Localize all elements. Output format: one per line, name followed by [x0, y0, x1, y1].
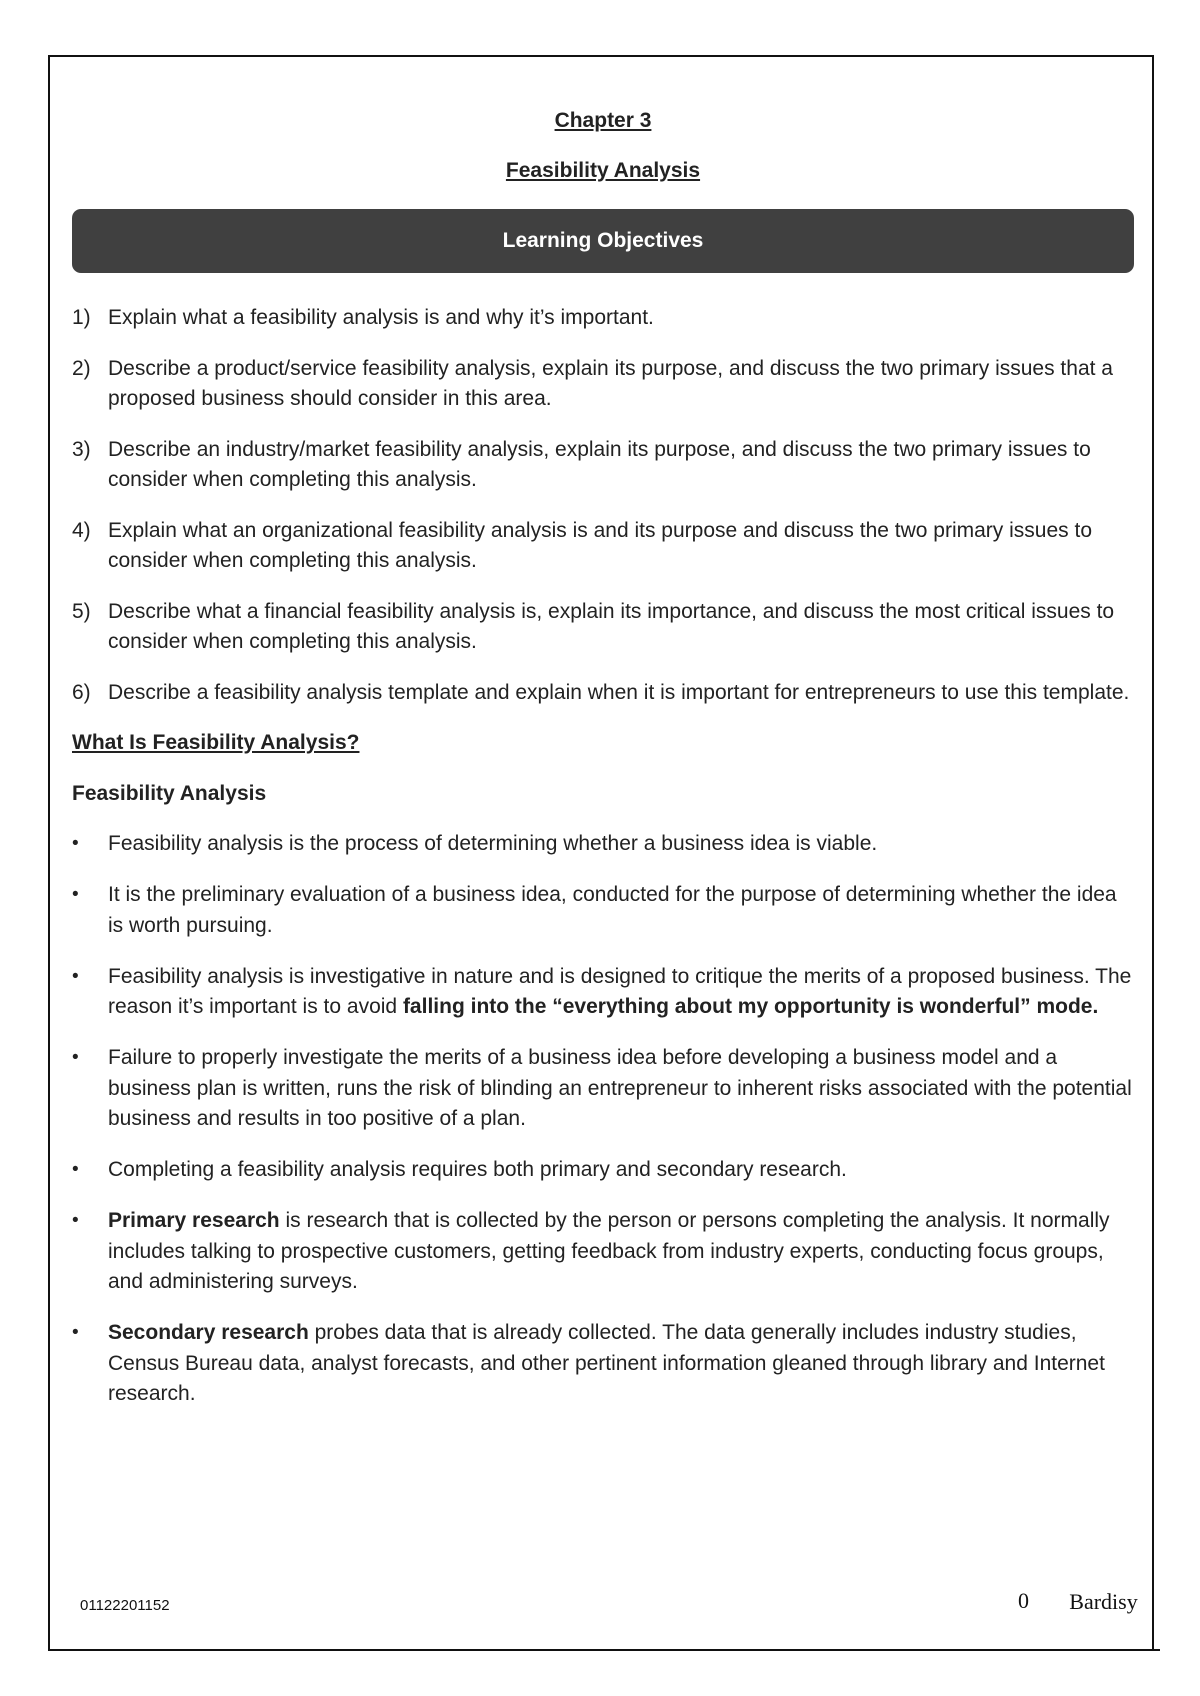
bullet-item	[72, 1043, 1134, 1135]
section-subheading: Feasibility Analysis	[72, 781, 267, 805]
document-title: Feasibility Analysis	[505, 159, 701, 182]
bullet-text: Completing a feasibility analysis requires both primary and secondary research.	[108, 1158, 847, 1181]
objective-number: 6)	[72, 680, 91, 704]
objective-item	[72, 678, 1134, 709]
objective-text: Describe a product/service feasibility analysis, explain its purpose, and discuss the two primary issues that a proposed business should consider in this area.	[108, 356, 1113, 410]
bullet-icon: •	[72, 884, 79, 905]
footer-author: Bardisy	[1069, 1589, 1138, 1614]
objective-item	[72, 516, 1134, 577]
objective-number: 5)	[72, 599, 91, 623]
objective-text: Explain what an organizational feasibility analysis is and its purpose and discuss the two primary issues to consider when completing this analysis.	[108, 518, 1093, 572]
bullet-icon: •	[72, 1047, 79, 1068]
objective-text: Describe an industry/market feasibility analysis, explain its purpose, and discuss the two primary issues to consider when completing this analysis.	[108, 437, 1091, 491]
bullet-text: Feasibility analysis is the process of determining whether a business idea is viable.	[108, 832, 878, 855]
bullet-text: It is the preliminary evaluation of a business idea, conducted for the purpose of determining whether the idea is worth pursuing.	[108, 883, 1117, 937]
bullet-icon: •	[72, 1159, 79, 1180]
bullet-bold-text: falling into the “everything about my opportunity is wonderful” mode.	[402, 995, 1099, 1018]
learning-objectives-banner: Learning Objectives	[72, 209, 1134, 273]
document-body	[72, 106, 1134, 1430]
bullet-item	[72, 880, 1134, 941]
objective-number: 2)	[72, 356, 91, 380]
bullet-item	[72, 1318, 1134, 1410]
footer-doc-id: 01122201152	[80, 1597, 170, 1614]
bullet-text: Feasibility analysis is investigative in nature and is designed to critique the merits of a proposed business. The reason it’s important is to avoid	[108, 964, 1132, 1018]
bullet-bold-term: Primary research	[108, 1209, 280, 1232]
bullet-text-tail: probes data that is already collected. The data generally includes industry studies, Census Bureau data, analyst forecasts, and other pertinent information gleaned through library and Internet research.	[108, 1321, 1105, 1405]
feasibility-bullet-list	[72, 829, 1134, 1410]
objective-text: Describe a feasibility analysis template and explain when it is important for entrepreneurs to use this template.	[108, 680, 1130, 704]
bullet-item	[72, 829, 1134, 860]
bullet-item	[72, 1206, 1134, 1298]
objective-text: Explain what a feasibility analysis is and why it’s important.	[108, 306, 654, 329]
footer-rule	[48, 1649, 1160, 1651]
bullet-text-tail: is research that is collected by the person or persons completing the analysis. It normally includes talking to prospective customers, getting feedback from industry experts, conducting focus groups, and administering surveys.	[108, 1209, 1110, 1293]
bullet-icon: •	[72, 1210, 79, 1231]
bullet-icon: •	[72, 1322, 79, 1343]
learning-objectives-list	[72, 303, 1134, 708]
objective-number: 3)	[72, 437, 91, 461]
objective-text: Describe what a financial feasibility analysis is, explain its importance, and discuss the most critical issues to consider when completing this analysis.	[108, 599, 1115, 653]
footer-page-number: 0	[1018, 1588, 1029, 1613]
objective-number: 4)	[72, 518, 91, 542]
bullet-icon: •	[72, 833, 79, 854]
objective-item	[72, 435, 1134, 496]
bullet-bold-term: Secondary research	[108, 1321, 309, 1344]
objective-item	[72, 597, 1134, 658]
objective-item	[72, 303, 1134, 334]
objective-item	[72, 354, 1134, 415]
bullet-icon: •	[72, 965, 79, 987]
bullet-item	[72, 1155, 1134, 1186]
chapter-title: Chapter 3	[554, 109, 652, 132]
objective-number: 1)	[72, 306, 91, 329]
bullet-item	[72, 962, 1134, 1023]
bullet-text: Failure to properly investigate the merits of a business idea before developing a business model and a business plan is written, runs the risk of blinding an entrepreneur to inherent risks associated with the potential business and results in too positive of a plan.	[108, 1046, 1132, 1130]
section-heading: What Is Feasibility Analysis?	[72, 731, 360, 754]
